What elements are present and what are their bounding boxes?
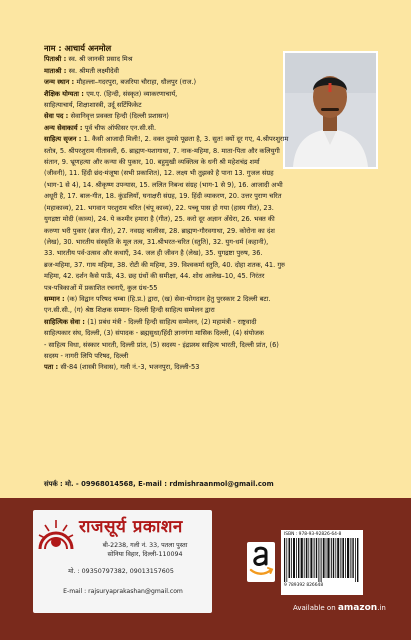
isbn-text: ISBN : 978-93-92826-64-8 <box>284 532 342 537</box>
father-line <box>44 54 280 65</box>
birthplace-line <box>44 77 280 88</box>
mobile-label: मो. - <box>65 480 82 488</box>
lit-service-line-1: साहित्यकार संघ, दिल्ली, (3) संपादक - ब्रह्मसुधा/हिंदी ज्ञानगंगा मासिक दिल्ली, (4) संयोजक <box>44 329 264 338</box>
publisher-address-line-2: सोनिया विहार, दिल्ली-110094 <box>107 551 183 558</box>
education-line-2: साहित्याचार्य, शिक्षाशास्त्री, उर्दू सर्टिफिकेट <box>44 101 142 110</box>
literary-text-0: 1. कैसी आजादी मिली!, 2. वक्त तुमसे पूछता है, 3. सुत! क्यों दूर गए, 4.श्रीपरशुराम <box>83 135 289 144</box>
literary-line-6: (महाकाव्य), 21. भगवान परशुराम चरित (चंपू काव्य), 22. पच्चू पास हो गया (हास्य गीत), 23. <box>44 203 274 212</box>
amazon-badge <box>247 542 275 582</box>
name-line <box>44 43 380 54</box>
literary-line-11: ब्रज-महिमा, 37. गाय महिमा, 38. रोटी की महिमा, 39. विश्वकर्मा स्तुति, 40. दोहा शतक, 41. गुरु <box>44 260 285 269</box>
education-label: शैक्षिक योग्यता : <box>44 89 87 98</box>
literary-line-12: महिमा, 42. दर्शन कैसे पाऊँ, 43. छह ग्रंथों की समीक्षा, 44. शोध आलेख–10, 45. निरंतर <box>44 272 265 281</box>
other-service-label: अन्य सेवाकार्य : <box>44 123 85 132</box>
publisher-mobile: मो. : 09350797382, 09013157605 <box>68 568 174 575</box>
mobile-number: 09968014568 <box>81 480 134 488</box>
amazon-logo-icon <box>247 542 275 582</box>
honor-line-0 <box>44 294 380 305</box>
isbn-barcode <box>281 530 363 595</box>
available-on-amazon <box>293 603 386 613</box>
literary-line-7: युगद्रष्टा मोदी (काव्य), 24. ये कश्मीर हमारा है (गीत), 25. करो दूर अज्ञान अँधेरा, 26. भक्त की <box>44 215 275 224</box>
publisher-name: राजसूर्य प्रकाशन <box>79 517 183 537</box>
service-value: सेवानिवृत्त प्रवक्ता हिन्दी (दिल्ली प्रशासन) <box>70 112 169 121</box>
address-label: पता : <box>44 363 61 372</box>
literary-line-1: स्तोत्र, 5. श्रीपरशुराम गीतावली, 6. ब्राह्मण-यशागाथा, 7. नाक-महिमा, 8. माता-पिता और कलियुगी <box>44 146 280 155</box>
barcode-bars-icon <box>284 538 360 582</box>
literary-line-2: संतान, 9. भ्रूणहत्या और कन्या की पुकार, 10. बहुमुखी व्यक्तित्व के धनी श्री महेशचंद्र शर्मा <box>44 158 260 167</box>
address-value: सी-84 (शास्त्री निवास), गली नं.-3, भजनपुरा, दिल्ली-53 <box>60 363 200 372</box>
email-address: rdmishraanmol@gmail.com <box>169 480 274 488</box>
other-service-line <box>44 123 380 134</box>
mother-line <box>44 66 280 77</box>
author-bio <box>44 43 380 374</box>
available-brand: amazon <box>337 603 378 613</box>
honor-line-1: एन.सी.सी., (ग) श्रेष्ठ शिक्षक सम्मान- दिल्ली हिन्दी साहित्य सम्मेलन द्वारा <box>44 306 215 315</box>
literary-line-0 <box>44 134 380 145</box>
lit-service-label: साहित्यिक सेवा : <box>44 317 88 326</box>
mother-label: माताश्री : <box>44 66 69 75</box>
literary-line-10: 33. भारतीय पर्व-उत्सव और कथाएँ, 34. जल ही जीवन है (लेख), 35. युगद्रष्टा पुरुष, 36. <box>44 249 263 258</box>
lit-service-text-0: (1) प्रबंध मंत्री - दिल्ली हिन्दी साहित्य सम्मेलन, (2) महामंत्री - राष्ट्रवादी <box>87 317 257 326</box>
literary-line-5: अधूरी है, 17. बाल-गीत, 18. कुंडलियाँ, घनाक्षरी संग्रह, 19. हिंदी व्याकरण, 20. उत्तर पुराण चरित <box>44 192 282 201</box>
literary-line-3: (जीवनी), 11. हिंदी छंद-मंजूषा (सभी प्रकाशित), 12. लक्ष्य भी तुझको है पाना 13. गुजल संग्रह <box>44 169 274 178</box>
publisher-box <box>33 510 212 613</box>
literary-line-9: (लेख), 30. भारतीय संस्कृति के मूल तत्व, 31.श्रीभरत-चरित (स्तुति), 32. युग-धर्म (कहानी), <box>44 237 269 246</box>
publisher-address-line-1: बी-2238, गली नं. 33, पतला पुस्ता <box>102 542 188 549</box>
education-line-1 <box>44 89 280 100</box>
available-prefix: Available on <box>293 604 338 612</box>
literary-label: साहित्य सृजन : <box>44 135 84 144</box>
honor-label: सम्मान : <box>44 294 67 303</box>
service-label: सेवा पद : <box>44 112 71 121</box>
literary-line-4: (भाग-1 से 4), 14. श्रीकृष्ण उपन्यास, 15. ललित निबन्ध संग्रह (भाग-1 से 9), 16. आजादी अभी <box>44 180 283 189</box>
literary-line-8: करुणा भरी पुकार (ब्रज गीत), 27. नवग्रह चालीसा, 28. ब्राह्मण-गौरवगाथा, 29. कोरोना का दंश <box>44 226 275 235</box>
father-value: स्व. श्री जानकी प्रसाद मिश्र <box>68 55 133 64</box>
lit-service-line-2: - साहित्य विधा, संस्कार भारती, दिल्ली प्रांत, (5) सदस्य - इंद्रप्रस्थ साहित्य भारती, दिल्ली प्रांत, (6) <box>44 340 279 349</box>
name-value: आचार्य अनमोल <box>64 43 112 53</box>
birthplace-value: मौहल्ला–गदरपुरा, बजरिया चौराहा, धौलपुर (राज.) <box>76 78 197 87</box>
education-value-1: एम.ए. (हिन्दी, संस्कृत) व्याकरणाचार्य, <box>86 89 178 98</box>
other-service-value: पूर्व चीफ ऑफीसर एन.सी.सी. <box>84 123 157 132</box>
birthplace-label: जन्म स्थान : <box>44 78 77 87</box>
address-line <box>44 362 380 373</box>
publisher-address <box>83 541 207 559</box>
name-label: नाम : <box>44 43 65 53</box>
publisher-logo-icon <box>37 516 75 552</box>
contact-line <box>44 479 274 488</box>
mother-value: स्व. श्रीमती लक्ष्मीदेवी <box>68 66 119 75</box>
lit-service-line-3: सदस्य - नागरी लिपि परिषद, दिल्ली <box>44 351 129 360</box>
email-label: , E-mail : <box>133 480 170 488</box>
literary-line-13: पत्र-पत्रिकाओं में प्रकाशित रचनाएँ, कुल ग्रंथ-55 <box>44 283 158 292</box>
barcode-number: 9 789392 826648 <box>284 583 324 588</box>
contact-label: संपर्क : <box>44 480 66 488</box>
available-suffix: .in <box>377 604 386 612</box>
father-label: पिताश्री : <box>44 55 69 64</box>
service-line <box>44 111 280 122</box>
lit-service-line-0 <box>44 317 380 328</box>
honor-text-0: (क) विद्वान परिषद चम्बा (हि.प्र.) द्वारा, (ख) सेवा-योगदान हेतु पुरस्कार 2 दिल्ली बटा. <box>66 294 271 303</box>
publisher-email: E-mail : rajsuryaprakashan@gmail.com <box>63 588 183 595</box>
